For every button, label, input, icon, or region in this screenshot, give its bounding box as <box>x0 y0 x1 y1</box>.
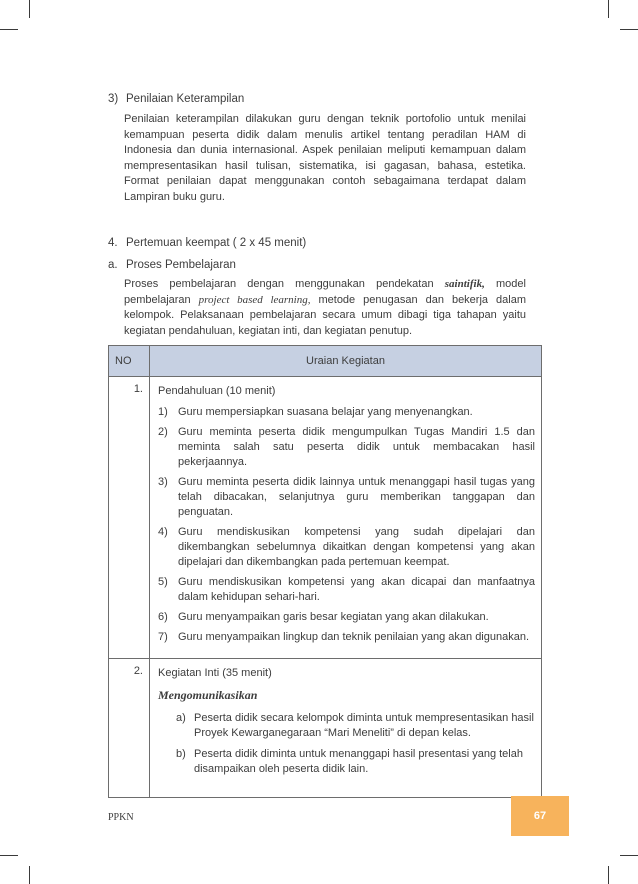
model-term: project based learning, <box>198 293 311 306</box>
process-text-3: metode penugasan dan bekerja dalam kelompok. Pelaksanaan pembelajaran secara umum dibagi tiga tahapan yaitu kegiatan pendahuluan, kegiatan inti, dan kegiatan penutup. <box>124 293 526 337</box>
subsection-title: Proses Pembelajaran <box>126 259 236 271</box>
row-subtitle: Mengomunikasikan <box>158 688 258 702</box>
activity-table <box>108 345 542 798</box>
crop-mark-bottom-left <box>0 855 18 856</box>
assessment-paragraph: Penilaian keterampilan dilakukan guru dengan teknik portofolio untuk menilai kemampuan peserta didik dalam menulis artikel tentang peradilan HAM di Indonesia dan dunia internasional. Aspek penilaian meliputi kemampuan dalam mempresentasikan hasil tulisan, sistematika, isi gagasan, bahasa, estetika. Format penilaian dapat menggunakan contoh sebagaimana terdapat dalam Lampiran buku guru. <box>124 113 526 203</box>
list-item: 6) Guru menyampaikan garis besar kegiatan yang akan dilakukan. <box>158 611 489 623</box>
table-row <box>109 377 542 659</box>
process-text-2: model pembelajaran <box>124 278 526 306</box>
list-item: a) Peserta didik secara kelompok diminta untuk mempresentasikan hasil Proyek Kewarganegaraan “Mari Meneliti” di depan kelas. <box>176 712 534 739</box>
approach-term: saintifik, <box>444 278 485 290</box>
row-title: Pendahuluan (10 menit) <box>158 385 276 397</box>
list-item: 3) Guru meminta peserta didik lainnya untuk menanggapi hasil tugas yang telah dibacakan, selanjutnya guru memberikan tanggapan dan penguatan. <box>158 476 535 518</box>
footer-subject: PPKN <box>108 812 134 823</box>
row-number: 2. <box>109 659 150 798</box>
crop-mark-top-left <box>0 29 18 30</box>
table-row <box>109 659 542 798</box>
page-number: 67 <box>511 796 569 836</box>
header-no: NO <box>109 346 150 377</box>
process-paragraph <box>124 277 526 339</box>
section-number: 3) <box>108 93 119 105</box>
crop-mark-top-right <box>620 29 638 30</box>
process-text-1: Proses pembelajaran dengan menggunakan pendekatan <box>124 278 445 290</box>
section-title: Penilaian Keterampilan <box>126 93 245 105</box>
crop-mark-top-right-v <box>608 0 609 18</box>
meeting-number: 4. <box>108 237 118 249</box>
activity-list <box>158 405 535 645</box>
table-header-row <box>109 346 542 377</box>
row-title: Kegiatan Inti (35 menit) <box>158 667 272 679</box>
list-item: 1) Guru mempersiapkan suasana belajar yang menyenangkan. <box>158 406 473 418</box>
list-item: b) Peserta didik diminta untuk menanggapi hasil presentasi yang telah disampaikan oleh peserta didik lain. <box>176 748 523 775</box>
meeting-title: Pertemuan keempat ( 2 x 45 menit) <box>126 237 307 249</box>
crop-mark-bottom-left-v <box>29 866 30 884</box>
crop-mark-top-left-v <box>29 0 30 18</box>
list-item: 7) Guru menyampaikan lingkup dan teknik penilaian yang akan digunakan. <box>158 631 530 643</box>
header-activity: Uraian Kegiatan <box>150 346 542 377</box>
list-item: 5) Guru mendiskusikan kompetensi yang akan dicapai dan manfaatnya dalam kehidupan sehari-hari. <box>158 576 535 603</box>
row-content <box>150 377 542 659</box>
row-number: 1. <box>109 377 150 659</box>
list-item: 2) Guru meminta peserta didik mengumpulkan Tugas Mandiri 1.5 dan meminta salah satu peserta didik untuk membacakan hasil pekerjaannya. <box>158 426 535 468</box>
crop-mark-bottom-right <box>620 855 638 856</box>
list-item: 4) Guru mendiskusikan kompetensi yang sudah dipelajari dan dikembangkan sebelumnya dikaitkan dengan kompetensi yang akan dipelajari dan dikembangkan pada pertemuan keempat. <box>158 526 535 568</box>
subsection-marker: a. <box>108 259 118 271</box>
row-content <box>150 659 542 798</box>
crop-mark-bottom-right-v <box>608 866 609 884</box>
activity-sublist <box>158 711 535 777</box>
